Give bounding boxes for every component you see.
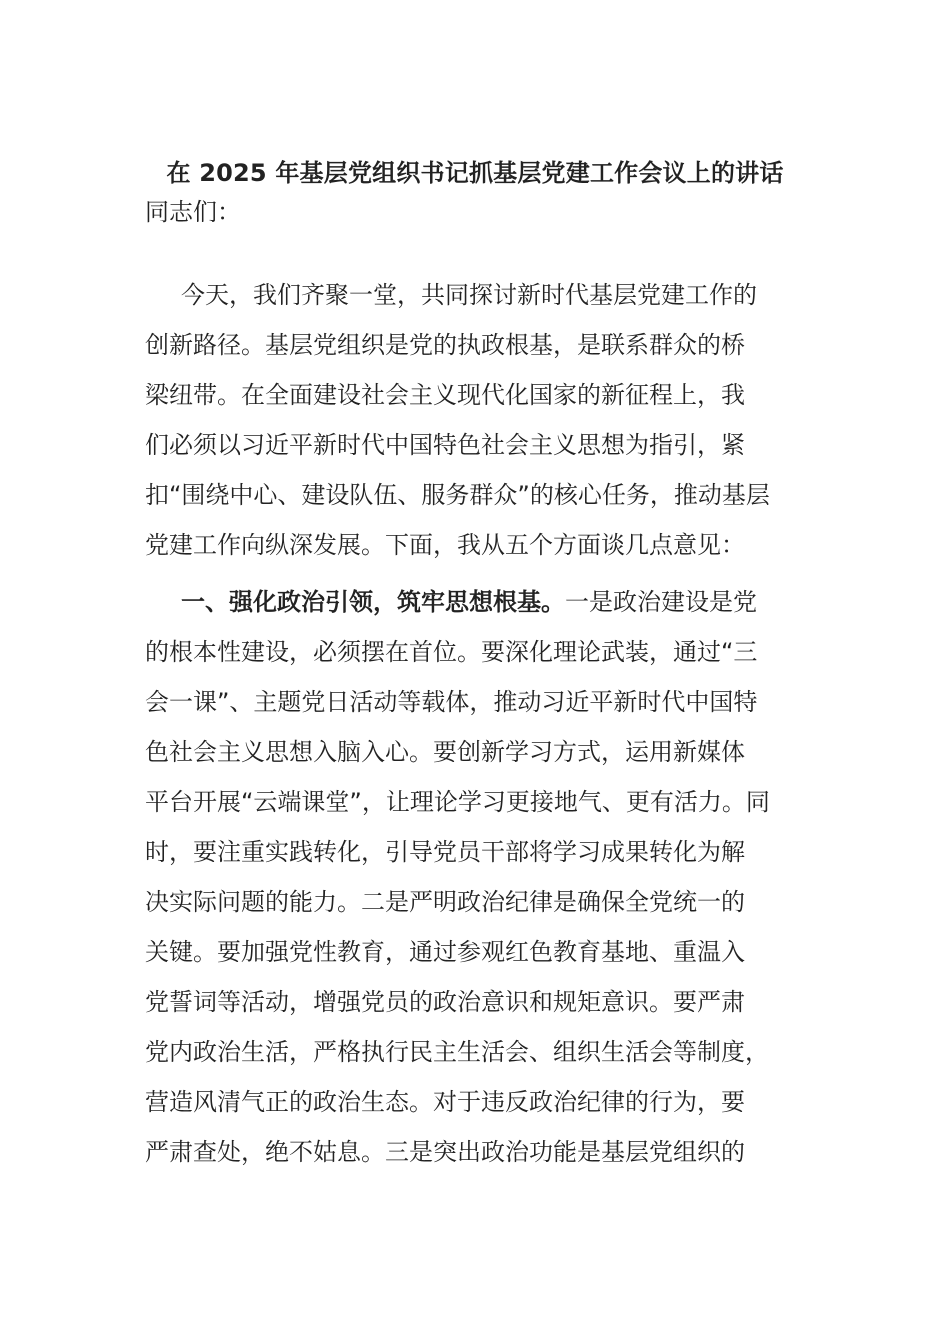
document-title: 在 2025 年基层党组织书记抓基层党建工作会议上的讲话 <box>166 159 784 187</box>
section-one-paragraph <box>145 577 805 1177</box>
intro-paragraph <box>145 270 805 570</box>
paragraph-line: 色社会主义思想入脑入心。要创新学习方式，运用新媒体 <box>145 738 745 766</box>
paragraph-line: 党誓词等活动，增强党员的政治意识和规矩意识。要严肃 <box>145 988 745 1016</box>
salutation: 同志们： <box>145 198 241 226</box>
section-one-first-line <box>145 577 805 627</box>
paragraph-line: 党建工作向纵深发展。下面，我从五个方面谈几点意见： <box>145 531 745 559</box>
section-one-heading: 一、强化政治引领，筑牢思想根基。 <box>181 588 565 616</box>
paragraph-line: 的根本性建设，必须摆在首位。要深化理论武装，通过“三 <box>145 638 758 666</box>
paragraph-line: 扣“围绕中心、建设队伍、服务群众”的核心任务，推动基层 <box>145 481 770 509</box>
paragraph-line: 梁纽带。在全面建设社会主义现代化国家的新征程上，我 <box>145 381 745 409</box>
paragraph-line: 营造风清气正的政治生态。对于违反政治纪律的行为，要 <box>145 1088 745 1116</box>
paragraph-line: 们必须以习近平新时代中国特色社会主义思想为指引，紧 <box>145 431 745 459</box>
paragraph-line: 关键。要加强党性教育，通过参观红色教育基地、重温入 <box>145 938 745 966</box>
paragraph-line: 会一课”、主题党日活动等载体，推动习近平新时代中国特 <box>145 688 758 716</box>
paragraph-line: 党内政治生活，严格执行民主生活会、组织生活会等制度， <box>145 1038 769 1066</box>
paragraph-line: 创新路径。基层党组织是党的执政根基，是联系群众的桥 <box>145 331 745 359</box>
paragraph-line: 时，要注重实践转化，引导党员干部将学习成果转化为解 <box>145 838 745 866</box>
paragraph-line: 今天，我们齐聚一堂，共同探讨新时代基层党建工作的 <box>181 281 757 309</box>
section-one-first-line-text: 一是政治建设是党 <box>565 588 757 616</box>
paragraph-line: 决实际问题的能力。二是严明政治纪律是确保全党统一的 <box>145 888 745 916</box>
paragraph-line: 严肃查处，绝不姑息。三是突出政治功能是基层党组织的 <box>145 1138 745 1166</box>
paragraph-line: 平台开展“云端课堂”，让理论学习更接地气、更有活力。同 <box>145 788 770 816</box>
